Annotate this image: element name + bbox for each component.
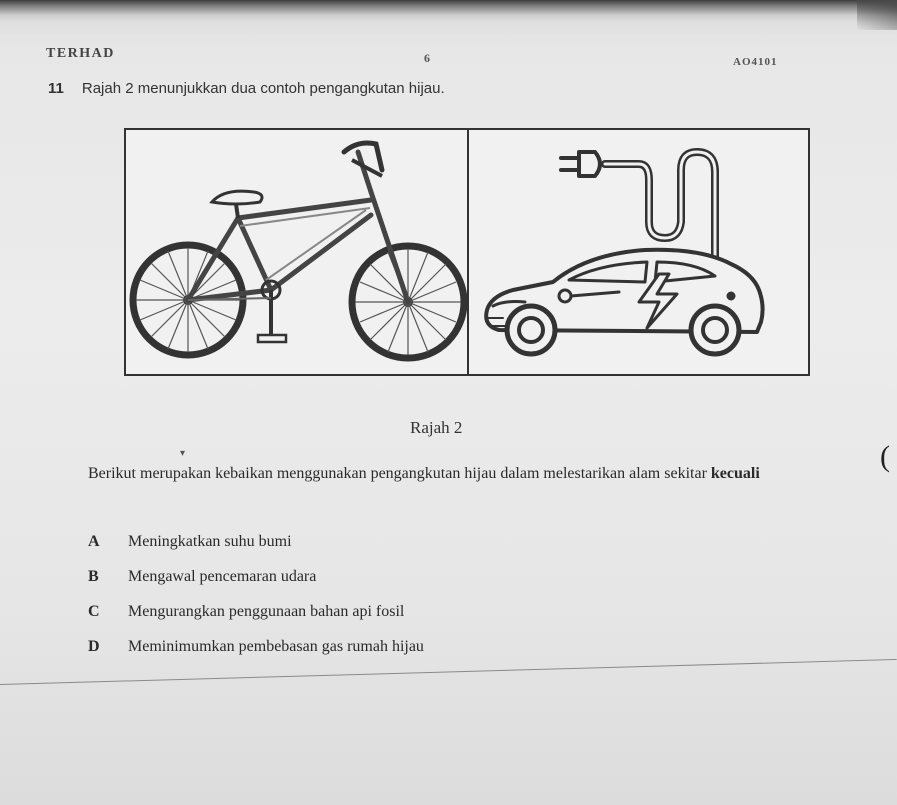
stem-emphasis: kecuali <box>710 465 760 482</box>
option-text: Meminimumkan pembebasan gas rumah hijau <box>128 638 424 655</box>
section-divider-line <box>0 659 897 685</box>
figure-caption: Rajah 2 <box>410 418 463 437</box>
question-stem <box>88 461 848 486</box>
bicycle-icon <box>126 130 467 374</box>
stray-mark: ▾ <box>180 448 186 459</box>
page-number: 6 <box>424 51 430 65</box>
option-text: Mengawal pencemaran udara <box>128 568 317 585</box>
option-text: Meningkatkan suhu bumi <box>128 533 292 550</box>
option-c[interactable] <box>88 603 404 621</box>
figure-panel-bicycle <box>126 130 467 374</box>
option-d[interactable] <box>88 638 424 656</box>
option-letter: D <box>88 638 100 655</box>
question-number: 11 <box>48 80 64 97</box>
figure-frame <box>124 128 810 376</box>
header-classification: TERHAD <box>46 46 115 61</box>
option-letter: C <box>88 603 100 620</box>
margin-bracket: ( <box>880 440 890 473</box>
option-letter: A <box>88 533 100 550</box>
option-a[interactable] <box>88 533 292 551</box>
option-letter: B <box>88 568 99 585</box>
page-corner-shadow <box>857 0 897 30</box>
page-top-shadow <box>0 0 897 22</box>
question-text: Rajah 2 menunjukkan dua contoh pengangkutan hijau. <box>81 80 445 97</box>
question-line <box>48 80 445 97</box>
figure-panel-electric-car <box>469 130 810 374</box>
stem-text: Berikut merupakan kebaikan menggunakan pengangkutan hijau dalam melestarikan alam sekitar <box>88 465 707 482</box>
option-b[interactable] <box>88 568 316 586</box>
paper-code: AO4101 <box>733 56 778 68</box>
option-text: Mengurangkan penggunaan bahan api fosil <box>128 603 405 620</box>
electric-car-icon <box>469 130 808 374</box>
